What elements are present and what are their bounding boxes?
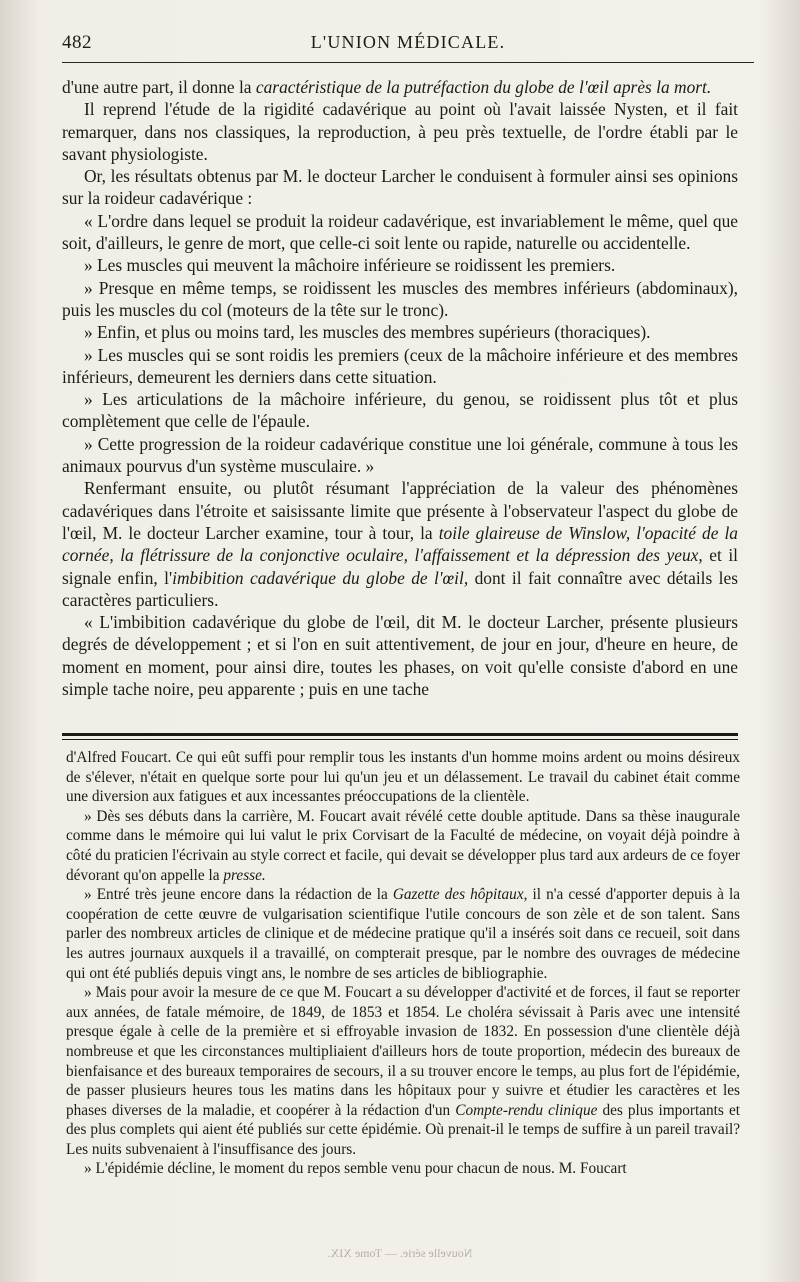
journal-title: L'UNION MÉDICALE. [310,32,506,52]
feuilleton-rule-thick [62,733,738,736]
feuilleton-paragraph: d'Alfred Foucart. Ce qui eût suffi pour remplir tous les instants d'un homme moins ardent ou moins désireux de s'élever, n'était en quelque sorte pour lui qu'un jeu et un délassement. Le travail du cabinet était comme une diversion aux fatigues et aux incessantes préoccupations de la clientèle. [66,749,740,806]
feuilleton-rule-thin [62,739,738,740]
quote-paragraph: » Cette progression de la roideur cadavérique constitue une loi générale, commune à tous les animaux pourvus d'un système musculaire. » [62,433,738,477]
feuilleton-paragraph: » Dès ses débuts dans la carrière, M. Foucart avait révélé cette double aptitude. Dans sa thèse inaugurale comme dans le mémoire qui lui valut le prix Corvisart de la Faculté de médecine, on voyait déjà poindre à côté du praticien l'écrivain au style correct et facile, qui devait se développer plus tard aux ardeurs de ce foyer dévorant qu'on appelle la presse. [66,807,740,884]
article-paragraph: Renfermant ensuite, ou plutôt résumant l'appréciation de la valeur des phénomènes cadavériques dans l'étroite et saisissante limite que présente à l'observateur l'aspect du globe de l'œil, M. le docteur Larcher examine, tour à tour, la toile glaireuse de Winslow, l'opacité de la cornée, la flétrissure de la conjonctive oculaire, l'affaissement et la dépression des yeux, et il signale enfin, l'imbibition cadavérique du globe de l'œil, dont il fait connaître avec détails les caractères particuliers. [62,478,738,610]
quote-paragraph: » Enfin, et plus ou moins tard, les muscles des membres supérieurs (thoraciques). [84,322,651,343]
feuilleton-paragraph: » Mais pour avoir la mesure de ce que M. Foucart a su développer d'activité et de forces, il faut se reporter aux années, de fatale mémoire, de 1849, de 1853 et 1854. Le choléra sévissait à Paris avec une intensité presque égale à celle de la première et si effroyable invasion de 1832. En possession d'une clientèle déjà nombreuse et que les circonstances multipliaient d'ailleurs hors de toute proportion, médecin des bureaux de bienfaisance et des bureaux temporaires de secours, il a su trouver encore le temps, au plus fort de l'épidémie, de passer plusieurs heures tous les matins dans les hôpitaux pour y suivre et étudier les caractères et les phases diverses de la maladie, et coopérer à la rédaction d'un Compte-rendu clinique des plus importants et des plus complets qui aient été publiés sur cette épidémie. Où prenait-il le temps de suffire à un pareil travail? Les nuits subvenaient à l'insuffisance des jours. [66,984,740,1158]
feuilleton-paragraph: » L'épidémie décline, le moment du repos semble venu pour chacun de nous. M. Foucart [84,1160,627,1178]
page-number: 482 [62,32,92,53]
quote-paragraph: » Presque en même temps, se roidissent les muscles des membres inférieurs (abdominaux), puis les muscles du col (moteurs de la tête sur le tronc). [62,277,738,320]
feuilleton-paragraph: » Entré très jeune encore dans la rédaction de la Gazette des hôpitaux, il n'a cessé d'apporter depuis à la coopération de cette œuvre de vulgarisation scientifique l'utile concours de son zèle et de son talent. Sans parler des nombreux articles de clinique et de médecine pratique qu'il a insérés soit dans ce recueil, soit dans les autres journaux auxquels il a travaillé, on compterait presque, par le nombre des ouvrages de médecine qui ont été publiés depuis vingt ans, le nombre de ses articles de bibliographie. [66,886,740,982]
article-paragraph: Or, les résultats obtenus par M. le docteur Larcher le conduisent à formuler ainsi ses opinions sur la roideur cadavérique : [62,166,738,209]
bleed-through-footer: Nouvelle série. — Tome XIX. [327,1246,473,1260]
quote-paragraph: » Les muscles qui se sont roidis les premiers (ceux de la mâchoire inférieure et des membres inférieurs, demeurent les derniers dans cette situation. [62,344,738,387]
article-paragraph: d'une autre part, il donne la caractéristique de la putréfaction du globe de l'œil après la mort. [62,77,712,97]
quote-paragraph: » Les muscles qui meuvent la mâchoire inférieure se roidissent les premiers. [84,255,616,276]
main-article [62,76,738,700]
quote-paragraph: « L'ordre dans lequel se produit la roideur cadavérique, est invariablement le même, quel que soit, d'ailleurs, le genre de mort, que celle-ci soit lente ou rapide, naturelle ou accidentelle. [62,210,738,254]
article-paragraph: « L'imbibition cadavérique du globe de l'œil, dit M. le docteur Larcher, présente plusieurs degrés de développement ; et si l'on en suit attentivement, de jour en jour, d'heure en heure, de moment en moment, pour ainsi dire, toutes les phases, on voit qu'elle consiste d'abord en une simple tache noire, peu apparente ; puis en une tache [62,612,738,700]
running-header [62,30,754,60]
feuilleton-section [66,748,740,1179]
article-paragraph: Il reprend l'étude de la rigidité cadavérique au point où l'avait laissée Nysten, et il fait remarquer, dans nos classiques, la reproduction, à peu près textuelle, de l'ordre établi par le savant physiologiste. [62,99,738,164]
quote-paragraph: » Les articulations de la mâchoire inférieure, du genou, se roidissent plus tôt et plus complètement que celle de l'épaule. [62,389,738,432]
header-rule [62,62,754,63]
